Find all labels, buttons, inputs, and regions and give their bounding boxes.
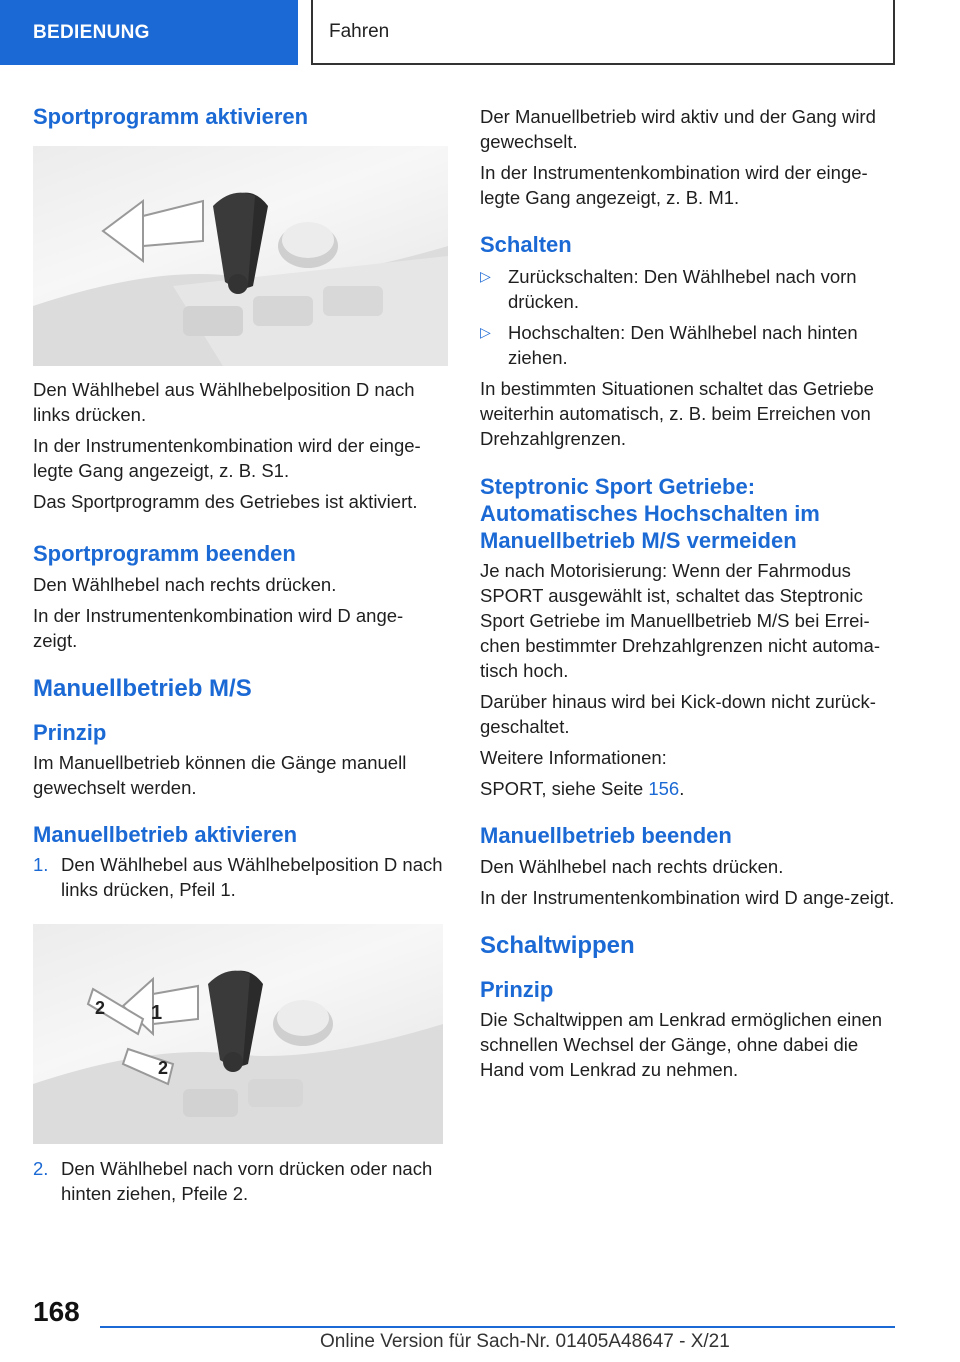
step-text: Den Wählhebel aus Wählhebelposition D nach links drücken, Pfeil 1. xyxy=(61,854,443,901)
page-number: 168 xyxy=(33,1296,80,1327)
list-item xyxy=(33,1156,446,1206)
gear-lever-illustration xyxy=(33,146,448,366)
heading-shift: Schalten xyxy=(480,232,572,257)
step-number: 2. xyxy=(33,1158,49,1180)
paragraph: Der Manuellbetrieb wird aktiv und der Gang wird gewechselt. xyxy=(480,106,876,152)
heading-sport-end: Sportprogramm beenden xyxy=(33,541,296,567)
figure-gear-lever-arrows xyxy=(33,924,443,1144)
bullet-text: Hochschalten: Den Wählhebel nach hinten ziehen. xyxy=(508,322,858,369)
figure-label-2a: 2 xyxy=(95,998,106,1019)
figure-label-1: 1 xyxy=(151,1002,163,1025)
step-number: 1. xyxy=(33,854,49,876)
triangle-right-icon: ▷ xyxy=(480,268,491,285)
list-item xyxy=(480,264,900,314)
gear-lever-arrows-illustration xyxy=(33,924,443,1144)
heading-principle: Prinzip xyxy=(480,976,554,1002)
paragraph: Den Wählhebel aus Wählhebelposition D nach links drücken. xyxy=(33,379,415,426)
heading-sport-activate: Sportprogramm aktivieren xyxy=(33,104,309,129)
left-column xyxy=(33,100,446,1206)
page-link[interactable]: 156 xyxy=(648,778,680,800)
heading-manual-activate: Manuellbetrieb aktivieren xyxy=(33,821,298,847)
header-section-tab xyxy=(0,0,298,65)
paragraph: Im Manuellbetrieb können die Gänge manuell gewechselt werden. xyxy=(33,751,407,798)
paragraph: Darüber hinaus wird bei Kick-down nicht zurück‐geschaltet. xyxy=(480,691,876,738)
heading-steptronic: Steptronic Sport Getriebe: Automatisches Hochschalten im Manuellbetrieb M/S vermeiden xyxy=(480,474,820,554)
step-text: Den Wählhebel nach vorn drücken oder nach hinten ziehen, Pfeile 2. xyxy=(61,1158,433,1205)
paragraph: In der Instrumentenkombination wird der einge‐legte Gang angezeigt, z. B. M1. xyxy=(480,162,868,208)
figure-gear-lever-left xyxy=(33,146,448,366)
reference-text: SPORT, siehe Seite xyxy=(480,778,649,800)
steps-list xyxy=(33,1156,446,1206)
paragraph: In der Instrumentenkombination wird D ange‐zeigt. xyxy=(33,604,404,651)
heading-paddles: Schaltwippen xyxy=(480,931,635,959)
figure-label-2b: 2 xyxy=(158,1058,169,1079)
paragraph-reference xyxy=(480,776,900,801)
paragraph: Das Sportprogramm des Getriebes ist aktiviert. xyxy=(33,491,418,513)
triangle-right-icon: ▷ xyxy=(480,324,491,341)
heading-manual-mode: Manuellbetrieb M/S xyxy=(33,674,252,702)
paragraph: In der Instrumentenkombination wird der einge‐legte Gang angezeigt, z. B. S1. xyxy=(33,435,421,482)
heading-principle: Prinzip xyxy=(33,719,107,745)
paragraph: In der Instrumentenkombination wird D ange‐zeigt. xyxy=(480,886,895,908)
paragraph: Den Wählhebel nach rechts drücken. xyxy=(33,573,337,595)
paragraph: Die Schaltwippen am Lenkrad ermöglichen einen schnellen Wechsel der Gänge, ohne dabei die Hand vom Lenkrad zu nehmen. xyxy=(480,1008,883,1080)
bullet-list xyxy=(480,264,900,370)
paragraph: Je nach Motorisierung: Wenn der Fahrmodus SPORT ausgewählt ist, schaltet das Steptronic Sport Getriebe im Manuellbetrieb M/S bei Errei‐chen bestimmter Drehzahlgrenzen nicht automa‐tisch hoch. xyxy=(480,560,880,682)
list-item xyxy=(480,320,900,370)
header-section-label: BEDIENUNG xyxy=(33,21,150,43)
heading-manual-end: Manuellbetrieb beenden xyxy=(480,823,732,849)
list-item xyxy=(33,852,446,902)
header-chapter-tab xyxy=(311,0,895,65)
paragraph: Weitere Informationen: xyxy=(480,747,667,769)
paragraph: In bestimmten Situationen schaltet das Getriebe weiterhin automatisch, z. B. beim Erreichen von Drehzahlgrenzen. xyxy=(480,378,874,450)
right-column xyxy=(480,100,900,1082)
paragraph: Den Wählhebel nach rechts drücken. xyxy=(480,855,784,877)
header-chapter-label: Fahren xyxy=(329,20,390,42)
reference-suffix: . xyxy=(679,778,685,800)
footer-text: Online Version für Sach-Nr. 01405A48647 - X/21 xyxy=(320,1331,730,1352)
footer-divider xyxy=(100,1326,895,1328)
bullet-text: Zurückschalten: Den Wählhebel nach vorn drücken. xyxy=(508,266,857,313)
steps-list xyxy=(33,852,446,902)
